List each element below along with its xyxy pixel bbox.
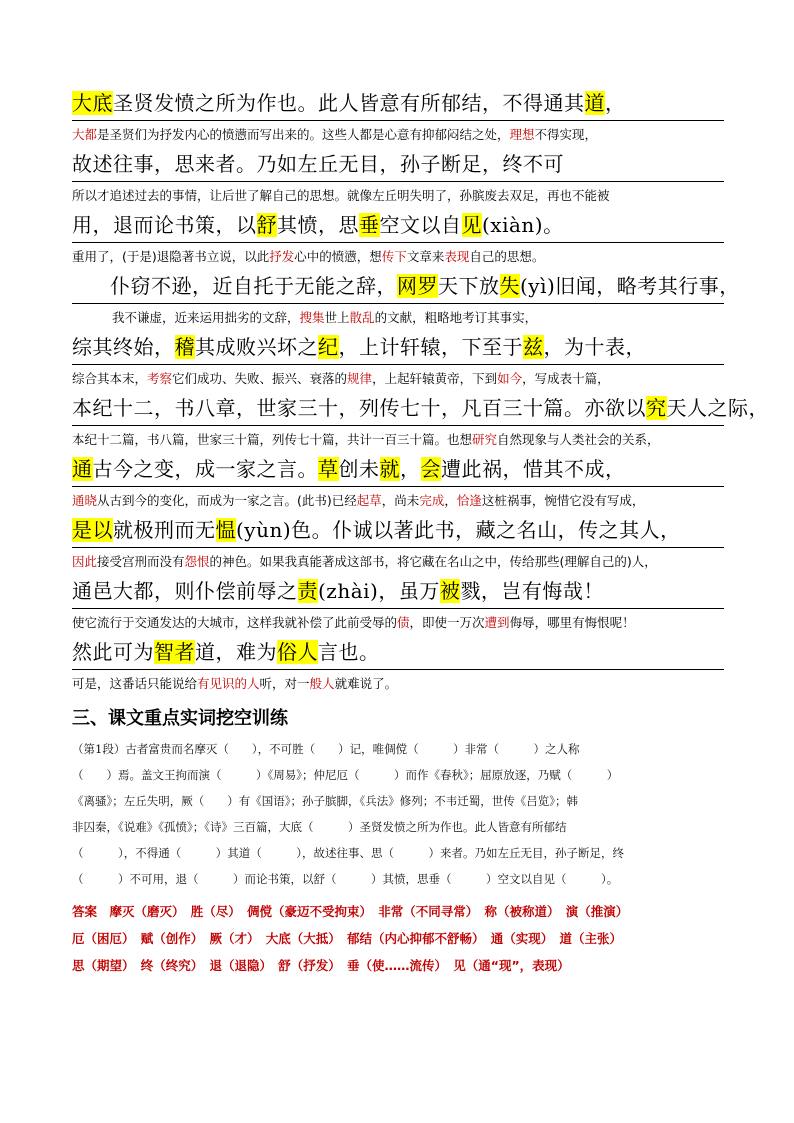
translation-line [72, 365, 724, 393]
translation-line [72, 487, 724, 515]
highlighted-word: 纪 [318, 335, 339, 359]
text-span: 古今之变，成一家之言。 [92, 457, 318, 481]
original-text-line [72, 454, 724, 487]
exercise-line: （第1段）古者富贵而名摩灭（ ），不可胜（ ）记，唯倜傥（ ）非常（ ）之人称 [72, 742, 580, 756]
text-span: 它们成功、失败、振兴、衰落的 [172, 371, 348, 386]
translation-line [72, 609, 724, 637]
answer-line: 答案 摩灭（磨灭） 胜（尽） 倜傥（豪迈不受拘束） 非常（不同寻常） 称（被称道） 演（推演） [72, 904, 629, 919]
original-text-line [72, 393, 769, 426]
text-span: 综其终始， [72, 335, 175, 359]
key-word: 因此 [72, 554, 98, 569]
original-text-line [72, 576, 724, 609]
highlighted-word: 稽 [174, 335, 195, 359]
highlighted-word: 就 [379, 457, 400, 481]
highlighted-word: 被 [439, 579, 461, 603]
text-span: 其愤，思 [277, 213, 359, 237]
text-span: ，尚未 [381, 493, 420, 508]
text-span: 的神色。如果我真能著成这部书，将它藏在名山之中，传给那些(理解自己的)人， [209, 554, 657, 569]
text-span: ， [444, 493, 457, 508]
text-span: ， [605, 91, 626, 115]
translation-line [72, 426, 724, 454]
key-word: 有见识的人 [197, 676, 260, 691]
key-word: 怨恨 [184, 554, 210, 569]
text-span: 戮，岂有悔哉！ [460, 579, 604, 603]
original-text-line [72, 210, 724, 243]
exercise-block [72, 736, 724, 892]
text-span: 我不谦虚，近来运用拙劣的文辞， [112, 310, 300, 325]
translation-line [72, 548, 724, 576]
text-span: 创未 [338, 457, 380, 481]
key-word: 搜集 [299, 310, 325, 325]
text-span: 是圣贤们为抒发内心的愤懑而写出来的。这些人都是心意有抑郁闷结之处， [97, 127, 510, 142]
highlighted-word: 大底 [72, 91, 113, 115]
section-title: 三、课文重点实词挖空训练 [72, 708, 288, 729]
text-span: 道，难为 [195, 640, 277, 664]
text-span: 心中的愤懑，想 [294, 249, 382, 264]
highlighted-word: 智者 [154, 640, 195, 664]
text-span: ， [400, 457, 421, 481]
key-word: 恰逢 [456, 493, 482, 508]
original-text-line [72, 149, 724, 182]
highlighted-word: 兹 [523, 335, 544, 359]
original-text-line [72, 637, 724, 670]
text-span: 听，对一 [259, 676, 310, 691]
text-span: 自己的思想。 [469, 249, 545, 264]
key-word: 理想 [509, 127, 535, 142]
exercise-line: （ ）焉。盖文王拘而演（ ）《周易》；仲尼厄（ ）而作《春秋》；屈原放逐，乃赋（ ） [72, 768, 619, 782]
text-span: ，上起轩辕黄帝，下到 [372, 371, 498, 386]
highlighted-word: 见 [461, 213, 482, 237]
translation-line [72, 243, 724, 271]
key-word: 传下 [381, 249, 407, 264]
text-span: 就难说了。 [334, 676, 398, 691]
text-span: 用，退而论书策，以 [72, 213, 257, 237]
text-span: 可是，这番话只能说给 [72, 676, 198, 691]
key-word: 考察 [147, 371, 173, 386]
highlighted-word: 网罗 [397, 274, 438, 298]
text-span: 所以才追述过去的事情，让后世了解自己的思想。就像左丘明失明了，孙膑废去双足，再也不能被 [72, 188, 610, 203]
text-span: ，即使一万次 [409, 615, 485, 630]
text-span: (yì)旧闻，略考其行事， [520, 274, 740, 298]
text-span: 综合其本末， [72, 371, 148, 386]
key-word: 大都 [72, 127, 98, 142]
text-span: ，为十表， [543, 335, 646, 359]
text-span: 文章来 [406, 249, 445, 264]
text-span: 通邑大都，则仆偿前辱之 [72, 579, 298, 603]
exercise-line: （ ），不得通（ ）其道（ ），故述往事、思（ ）来者。乃如左丘无目，孙子断足，终 [72, 846, 624, 860]
highlighted-word: 垂 [359, 213, 380, 237]
key-word: 般人 [309, 676, 335, 691]
text-span: ，写成表十篇， [522, 371, 610, 386]
text-span: 的文献，粗略地考订其事实， [374, 310, 538, 325]
highlighted-word: 草 [318, 457, 339, 481]
key-word: 债 [397, 615, 410, 630]
text-span: 仆窃不逊，近自托于无能之辞， [110, 274, 397, 298]
text-span: (yùn)色。仆诚以著此书，藏之名山，传之其人， [236, 518, 681, 542]
exercise-line: （ ）不可用，退（ ）而论书策，以舒（ ）其愤，思垂（ ）空文以自见（ ）。 [72, 872, 619, 886]
original-text-line [72, 88, 724, 121]
answer-block [72, 898, 724, 979]
text-span: (xiàn)。 [482, 213, 564, 237]
key-word: 起草 [356, 493, 382, 508]
text-span: (zhài)，虽万 [318, 579, 440, 603]
text-span: 侮辱，哪里有悔恨呢！ [509, 615, 635, 630]
text-span: 空文以自 [379, 213, 462, 237]
answer-line: 厄（困厄） 赋（创作） 厥（才） 大底（大抵） 郁结（内心抑郁不舒畅） 通（实现） 道（主张） [72, 931, 623, 946]
original-text-line [72, 332, 724, 365]
text-span: 天人之际， [666, 396, 769, 420]
exercise-line: 《离骚》；左丘失明，厥（ ）有《国语》；孙子膑脚，《兵法》修列；不韦迁蜀，世传《吕览》；韩 [72, 794, 578, 808]
highlighted-word: 失 [499, 274, 520, 298]
key-word: 遭到 [484, 615, 510, 630]
text-span: 使它流行于交通发达的大城市，这样我就补偿了此前受辱的 [72, 615, 398, 630]
text-span: 世上 [324, 310, 350, 325]
translation-line [72, 182, 724, 210]
text-span: 就极刑而无 [113, 518, 216, 542]
text-span: 天下放 [438, 274, 500, 298]
text-span: 不得实现， [534, 127, 598, 142]
text-span: ，上计轩辕，下至于 [338, 335, 523, 359]
text-span: 这桩祸事，惋惜它没有写成， [481, 493, 645, 508]
key-word: 抒发 [269, 249, 295, 264]
text-span: 圣贤发愤之所为作也。此人皆意有所郁结，不得通其 [113, 91, 585, 115]
key-word: 完成 [419, 493, 445, 508]
text-span: 然此可为 [72, 640, 154, 664]
key-word: 散乱 [349, 310, 375, 325]
highlighted-word: 舒 [256, 213, 277, 237]
text-body [72, 88, 769, 698]
text-span: 本纪十二，书八章，世家三十，列传七十，凡百三十篇。亦欲以 [72, 396, 646, 420]
highlighted-word: 愠 [215, 518, 236, 542]
document-page [72, 88, 769, 979]
original-text-line [72, 515, 724, 548]
translation-line [72, 121, 724, 149]
text-span: 自然现象与人类社会的关系， [497, 432, 660, 447]
text-span: 故述往事，思来者。乃如左丘无目，孙子断足，终不可 [72, 152, 564, 176]
text-span: 本纪十二篇，书八篇，世家三十篇，列传七十篇，共计一百三十篇。也想 [72, 432, 473, 447]
key-word: 研究 [472, 432, 498, 447]
highlighted-word: 道 [584, 91, 605, 115]
key-word: 表现 [444, 249, 470, 264]
highlighted-word: 是以 [72, 518, 113, 542]
highlighted-word: 究 [646, 396, 667, 420]
translation-line [72, 304, 724, 332]
original-text-line [72, 271, 740, 304]
highlighted-word: 通 [72, 457, 93, 481]
answer-line: 思（期望） 终（终究） 退（退隐） 舒（抒发） 垂（使……流传） 见（通“现”，表现） [72, 958, 570, 973]
text-span: 重用了，(于是)退隐著书立说，以此 [72, 249, 270, 264]
translation-line [72, 670, 724, 698]
text-span: 其成败兴坏之 [195, 335, 318, 359]
text-span: 言也。 [318, 640, 380, 664]
text-span: 从古到今的变化，而成为一家之言。(此书)已经 [97, 493, 357, 508]
exercise-line: 非囚秦，《说难》《孤愤》；《诗》三百篇，大底（ ）圣贤发愤之所为作也。此人皆意有所郁结 [72, 820, 567, 834]
key-word: 规律 [347, 371, 373, 386]
highlighted-word: 责 [297, 579, 318, 603]
highlighted-word: 会 [420, 457, 441, 481]
key-word: 如今 [497, 371, 523, 386]
text-span: 遭此祸，惜其不成， [441, 457, 626, 481]
highlighted-word: 俗人 [277, 640, 318, 664]
key-word: 通晓 [72, 493, 98, 508]
text-span: 接受宫刑而没有 [97, 554, 185, 569]
